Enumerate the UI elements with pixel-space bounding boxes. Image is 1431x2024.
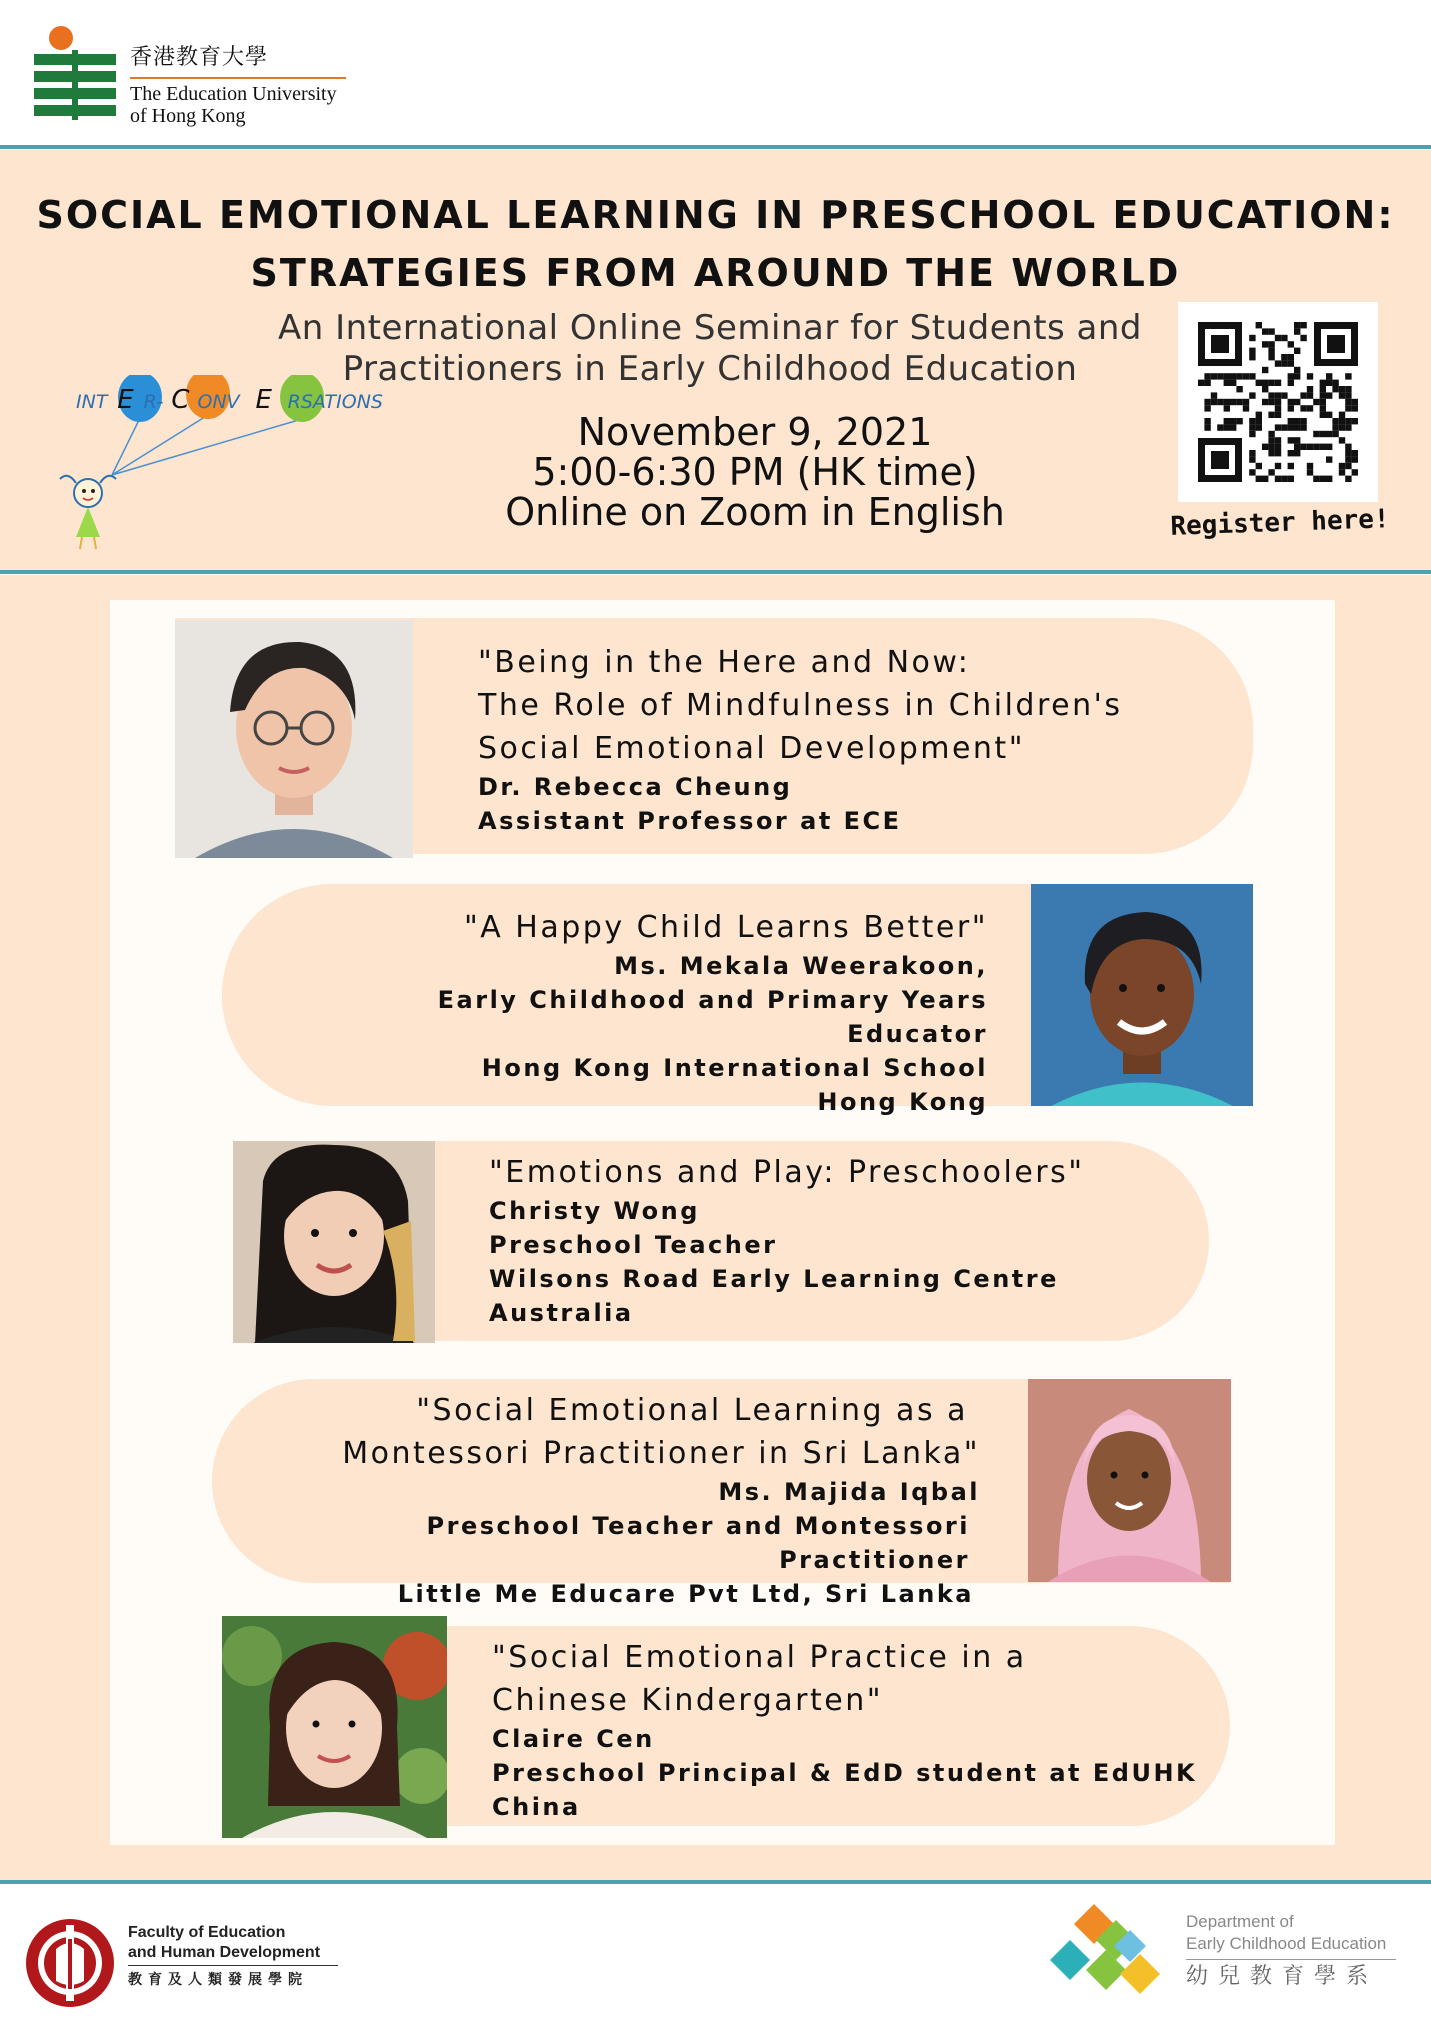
qr-module [1268,450,1274,456]
qr-module [1211,399,1217,405]
qr-module [1288,405,1294,411]
qr-module [1281,392,1287,398]
university-name-cn: 香港教育大學 [130,45,269,70]
talk-title-4-line-2: Montessori Practitioner in Sri Lanka" [342,1436,980,1471]
qr-module [1345,373,1351,379]
qr-module [1262,341,1268,347]
qr-module [1307,469,1313,475]
qr-module [1294,322,1300,328]
qr-module [1249,354,1255,360]
qr-module [1262,380,1268,386]
department-name-line-1: Department of [1186,1912,1294,1931]
qr-module [1294,418,1300,424]
speaker-name-2: Ms. Mekala Weerakoon, [614,952,988,980]
banner-divider [0,570,1431,574]
qr-module [1345,463,1351,469]
qr-module [1320,399,1326,405]
qr-module [1326,373,1332,379]
qr-module [1339,424,1345,430]
qr-module [1249,335,1255,341]
qr-module [1256,412,1262,418]
qr-module [1332,418,1338,424]
qr-module [1288,380,1294,386]
qr-module [1288,476,1294,482]
qr-module [1249,348,1255,354]
avatar-icon [1028,1379,1231,1582]
qr-module [1288,463,1294,469]
qr-module [1236,418,1242,424]
qr-module [1268,380,1274,386]
department-logo-icon[interactable] [1050,1900,1175,2010]
qr-module [1294,373,1300,379]
speaker-info-5 [492,1636,1197,1824]
eduhk-logo-icon[interactable] [30,24,120,124]
qr-module [1204,373,1210,379]
speaker-info-2 [320,906,988,1119]
avatar-icon [222,1616,447,1838]
qr-module [1326,431,1332,437]
qr-module [1230,373,1236,379]
speaker-country-2: Hong Kong [817,1088,988,1116]
qr-module [1249,373,1255,379]
footer [0,1885,1431,2024]
qr-module [1281,335,1287,341]
faculty-logo-icon[interactable] [22,1915,118,2011]
qr-module [1256,322,1262,328]
qr-module [1307,463,1313,469]
qr-module [1217,399,1223,405]
header [0,0,1431,145]
qr-module [1268,348,1274,354]
divider [128,1965,338,1966]
event-date: November 9, 2021 [577,410,933,454]
qr-module [1268,328,1274,334]
qr-module [1345,456,1351,462]
speaker-role-2: Early Childhood and Primary Years Educator [437,986,988,1048]
qr-module [1307,386,1313,392]
qr-module [1268,431,1274,437]
divider [130,77,346,79]
qr-module [1256,380,1262,386]
qr-module [1307,405,1313,411]
qr-module [1313,444,1319,450]
qr-module [1320,412,1326,418]
divider [1186,1959,1396,1960]
qr-module [1352,469,1358,475]
qr-module [1249,456,1255,462]
qr-module [1288,418,1294,424]
qr-module [1281,424,1287,430]
speaker-info-1 [478,641,1123,838]
qr-module [1326,392,1332,398]
qr-module [1249,450,1255,456]
qr-module [1268,437,1274,443]
qr-module [1332,380,1338,386]
qr-module [1288,341,1294,347]
qr-module [1249,469,1255,475]
qr-module [1230,424,1236,430]
qr-module [1339,437,1345,443]
qr-module [1332,424,1338,430]
eduhk-wordmark [130,40,346,127]
qr-module [1326,456,1332,462]
qr-module [1352,456,1358,462]
qr-module [1326,412,1332,418]
speaker-org-2: Hong Kong International School [481,1054,988,1082]
subtitle-line-2: Practitioners in Early Childhood Education [342,349,1078,389]
qr-module [1204,399,1210,405]
qr-module [1352,399,1358,405]
qr-module [1281,354,1287,360]
university-name-en-1: The Education University [130,83,337,105]
qr-module [1275,424,1281,430]
qr-module [1352,418,1358,424]
qr-module [1326,476,1332,482]
speaker-org-4: Little Me Educare Pvt Ltd, Sri Lanka [397,1580,974,1608]
qr-module [1204,424,1210,430]
qr-module [1294,367,1300,373]
faculty-name-line-1: Faculty of Education [128,1924,286,1941]
qr-module [1332,386,1338,392]
qr-module [1294,450,1300,456]
qr-module [1294,444,1300,450]
qr-module [1288,360,1294,366]
qr-module [1288,437,1294,443]
avatar-icon [175,620,413,858]
qr-module [1326,380,1332,386]
qr-module [1320,431,1326,437]
qr-module [1300,444,1306,450]
qr-module [1320,405,1326,411]
qr-module [1345,476,1351,482]
registration-qr-code[interactable] [1178,302,1378,502]
qr-module [1345,450,1351,456]
qr-module [1236,386,1242,392]
talk-title-1-line-1: "Being in the Here and Now: [478,645,971,680]
qr-module [1313,431,1319,437]
qr-module [1300,405,1306,411]
qr-module [1204,418,1210,424]
speaker-name-4: Ms. Majida Iqbal [718,1478,980,1506]
qr-module [1345,386,1351,392]
top-divider [0,145,1431,149]
speaker-photo-4 [1028,1379,1231,1582]
qr-module [1307,392,1313,398]
qr-module [1345,424,1351,430]
talk-title-4-line-1: "Social Emotional Learning as a [416,1393,968,1428]
qr-module [1256,418,1262,424]
qr-module [1339,469,1345,475]
qr-module [1339,392,1345,398]
series-logo-part-2: R- [143,391,164,413]
qr-module [1288,399,1294,405]
speaker-role-4: Preschool Teacher and Montessori Practitioner [426,1512,970,1574]
qr-module [1339,418,1345,424]
qr-module [1300,335,1306,341]
qr-module [1288,424,1294,430]
qr-module [1300,322,1306,328]
qr-module [1230,399,1236,405]
qr-module [1211,392,1217,398]
qr-module [1275,463,1281,469]
qr-module [1275,380,1281,386]
qr-module [1268,469,1274,475]
qr-module [1345,418,1351,424]
speaker-photo-2 [1031,884,1253,1106]
qr-module [1345,392,1351,398]
qr-module [1268,444,1274,450]
speaker-country-5: China [492,1793,581,1821]
qr-code-icon [1198,322,1358,482]
qr-module [1224,399,1230,405]
faculty-name-line-2: and Human Development [128,1944,321,1961]
qr-module [1294,437,1300,443]
qr-module [1300,424,1306,430]
qr-module [1236,373,1242,379]
speaker-role-5: Preschool Principal & EdD student at EdUHK [492,1759,1198,1787]
qr-module [1320,392,1326,398]
qr-module [1262,476,1268,482]
qr-module [1243,399,1249,405]
qr-module [1275,444,1281,450]
qr-module [1320,444,1326,450]
qr-module [1224,418,1230,424]
qr-module [1268,341,1274,347]
qr-module [1262,386,1268,392]
interconversations-logo [40,375,440,550]
footer-divider [0,1880,1431,1884]
qr-module [1256,424,1262,430]
qr-module [1256,476,1262,482]
qr-module [1275,335,1281,341]
series-logo-balloon-2: C [171,385,190,415]
qr-module [1236,399,1242,405]
qr-module [1268,412,1274,418]
qr-module [1249,418,1255,424]
qr-module [1268,354,1274,360]
qr-module [1294,399,1300,405]
event-venue: Online on Zoom in English [505,490,1005,534]
qr-module [1345,444,1351,450]
qr-module [1294,348,1300,354]
qr-module [1339,412,1345,418]
qr-module [1224,424,1230,430]
qr-module [1204,405,1210,411]
avatar-icon [233,1141,435,1343]
qr-module [1275,412,1281,418]
banner [0,150,1431,570]
qr-module [1300,418,1306,424]
event-title-line-2: STRATEGIES FROM AROUND THE WORLD [250,251,1181,295]
qr-module [1262,399,1268,405]
speaker-photo-1 [175,620,413,858]
qr-module [1275,437,1281,443]
qr-module [1288,450,1294,456]
qr-module [1320,380,1326,386]
qr-module [1320,476,1326,482]
qr-module [1217,424,1223,430]
subtitle-line-1: An International Online Seminar for Students and [277,308,1143,348]
qr-module [1256,463,1262,469]
speaker-role-3: Preschool Teacher [489,1231,778,1259]
avatar-icon [1031,884,1253,1106]
qr-module [1307,444,1313,450]
qr-module [1217,373,1223,379]
talk-title-5-line-2: Chinese Kindergarten" [492,1683,884,1718]
talk-title-2: "A Happy Child Learns Better" [463,910,988,945]
speaker-org-3: Wilsons Road Early Learning Centre [489,1265,1059,1293]
qr-module [1294,424,1300,430]
qr-module [1268,392,1274,398]
event-title-line-1: SOCIAL EMOTIONAL LEARNING IN PRESCHOOL EDUCATION: [36,193,1395,237]
qr-module [1249,431,1255,437]
faculty-name-cn: 教育及人類發展學院 [128,1972,308,1988]
speaker-name-1: Dr. Rebecca Cheung [478,773,793,801]
series-logo-balloon-1: E [117,385,134,415]
qr-module [1288,354,1294,360]
qr-module [1275,405,1281,411]
qr-module [1198,380,1204,386]
event-title [0,186,1431,302]
speaker-photo-3 [233,1141,435,1343]
qr-module [1204,380,1210,386]
qr-module [1262,444,1268,450]
qr-module [1262,328,1268,334]
speaker-country-3: Australia [489,1299,634,1327]
qr-module [1211,373,1217,379]
speaker-role-1: Assistant Professor at ECE [478,807,902,835]
qr-module [1224,373,1230,379]
register-link[interactable]: Register here! [1169,504,1391,542]
qr-module [1332,431,1338,437]
qr-module [1275,399,1281,405]
qr-module [1352,405,1358,411]
department-name-cn: 幼兒教育學系 [1186,1964,1379,1989]
qr-module [1294,328,1300,334]
talk-title-1-line-3: Social Emotional Development" [478,731,1025,766]
qr-module [1230,418,1236,424]
qr-module [1275,450,1281,456]
qr-module [1249,392,1255,398]
qr-module [1230,380,1236,386]
talk-title-5-line-1: "Social Emotional Practice in a [492,1640,1027,1675]
qr-module [1313,399,1319,405]
qr-module [1307,373,1313,379]
qr-module [1243,405,1249,411]
faculty-name [128,1923,338,1990]
series-logo-part-1: INT [76,391,108,413]
talk-title-1-line-2: The Role of Mindfulness in Children's [478,688,1123,723]
department-name-line-2: Early Childhood Education [1186,1934,1387,1953]
event-details [440,412,1070,532]
speaker-info-4 [300,1389,980,1611]
qr-module [1352,450,1358,456]
qr-module [1224,405,1230,411]
qr-module [1320,386,1326,392]
speaker-name-3: Christy Wong [489,1197,700,1225]
event-time: 5:00-6:30 PM (HK time) [532,450,978,494]
qr-module [1281,360,1287,366]
talk-title-3: "Emotions and Play: Preschoolers" [489,1155,1085,1190]
speaker-photo-5 [222,1616,447,1838]
qr-module [1275,476,1281,482]
qr-module [1339,386,1345,392]
qr-module [1275,392,1281,398]
qr-module [1313,476,1319,482]
qr-module [1345,399,1351,405]
qr-module [1275,360,1281,366]
qr-module [1224,380,1230,386]
speaker-name-5: Claire Cen [492,1725,655,1753]
department-name [1186,1911,1396,1988]
qr-module [1243,373,1249,379]
qr-module [1300,392,1306,398]
university-name-en-2: of Hong Kong [130,105,246,127]
series-logo-part-3: ONV [197,391,240,413]
series-logo-balloon-3: E [255,385,272,415]
qr-module [1345,405,1351,411]
qr-module [1288,373,1294,379]
qr-module [1268,399,1274,405]
qr-module [1281,476,1287,482]
qr-module [1339,463,1345,469]
qr-module [1262,367,1268,373]
qr-module [1249,424,1255,430]
speaker-info-3 [489,1151,1085,1330]
series-logo-part-4: RSATIONS [287,391,383,413]
qr-module [1326,444,1332,450]
